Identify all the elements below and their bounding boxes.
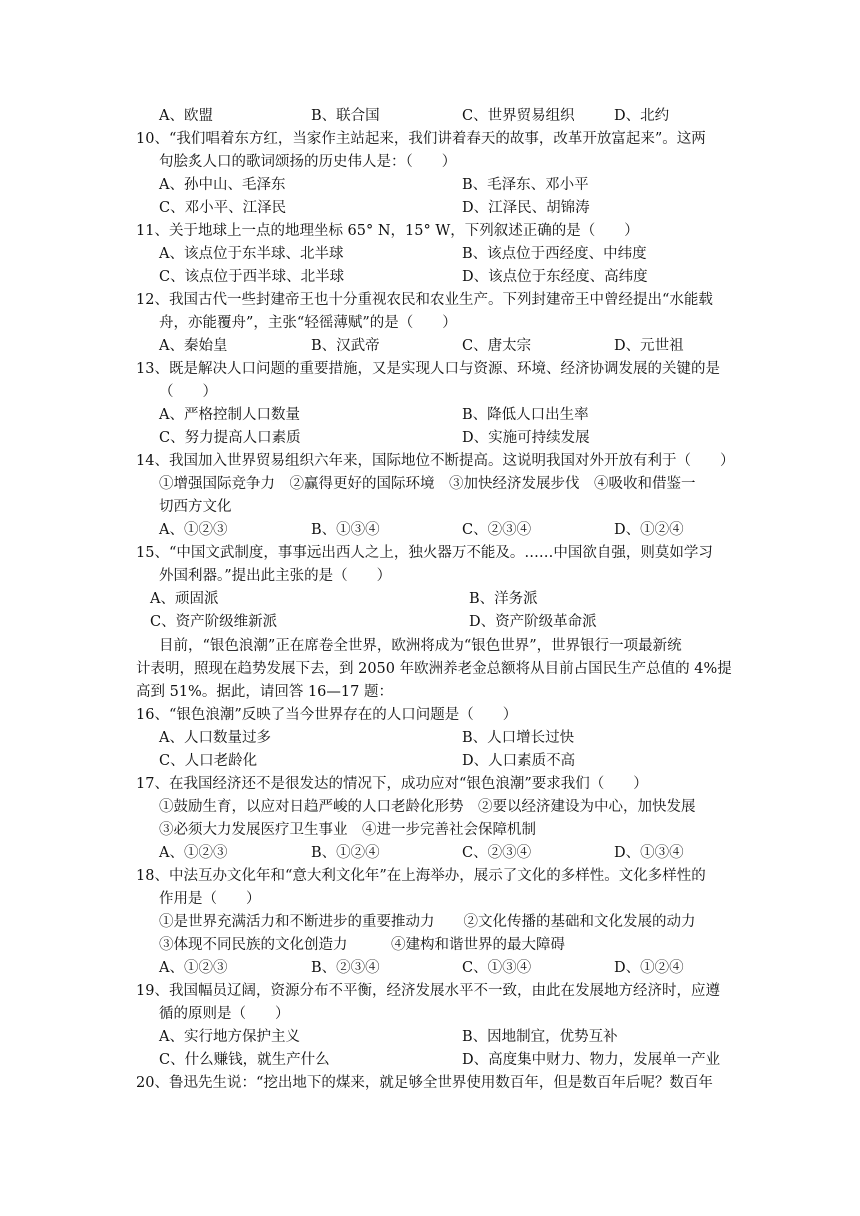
- q19-option-b: B、因地制宜，优势互补: [462, 1029, 618, 1045]
- q16-option-a: A、人口数量过多: [159, 730, 271, 746]
- q11-option-a: A、该点位于东半球、北半球: [159, 246, 344, 262]
- q15-option-a: A、顽固派: [150, 591, 219, 607]
- q14-option-c: C、②③④: [462, 522, 532, 538]
- q19-option-d: D、高度集中财力、物力，发展单一产业: [462, 1052, 721, 1068]
- q13-option-a: A、严格控制人口数量: [159, 407, 300, 423]
- q12-option-c: C、唐太宗: [462, 338, 532, 354]
- q12-option-b: B、汉武帝: [311, 338, 380, 354]
- q11-option-c: C、该点位于西半球、北半球: [159, 269, 345, 285]
- q11-option-b: B、该点位于西经度、中纬度: [462, 246, 647, 262]
- q18-option-d: D、①②④: [614, 960, 684, 976]
- q14-option-a: A、①②③: [159, 522, 228, 538]
- q13-option-c: C、努力提高人口素质: [159, 430, 301, 446]
- q17-option-c: C、②③④: [462, 845, 532, 861]
- q13-option-b: B、降低人口出生率: [462, 407, 589, 423]
- q16-option-c: C、人口老龄化: [159, 753, 258, 769]
- q11-option-d: D、该点位于东经度、高纬度: [462, 269, 648, 285]
- q19-option-c: C、什么赚钱，就生产什么: [159, 1052, 330, 1068]
- q10-option-a: A、孙中山、毛泽东: [159, 177, 286, 193]
- q18-option-a: A、①②③: [159, 960, 228, 976]
- q9-option-b: B、联合国: [311, 108, 380, 124]
- q18-option-c: C、①③④: [462, 960, 532, 976]
- q18-option-b: B、②③④: [311, 960, 380, 976]
- q17-option-a: A、①②③: [159, 845, 228, 861]
- q15-option-b: B、洋务派: [469, 591, 538, 607]
- q15-option-d: D、资产阶级革命派: [469, 614, 597, 630]
- q12-option-d: D、元世祖: [614, 338, 684, 354]
- q12-option-a: A、秦始皇: [159, 338, 228, 354]
- q17-option-d: D、①③④: [614, 845, 684, 861]
- q9-option-a: A、欧盟: [159, 108, 213, 124]
- q9-option-c: C、世界贸易组织: [462, 108, 575, 124]
- q14-option-b: B、①③④: [311, 522, 380, 538]
- exam-page: A、欧盟 B、联合国 C、世界贸易组织 D、北约 10、“我们唱着东方红，当家作主站起来，我们讲着春天的故事，改革开放富起来”。这两 句脍炙人口的歌词颂扬的历史伟人是：（ ） A、孙中山、毛泽东 B、毛泽东、邓小平 C、邓小平、江泽民 D、江泽民、胡锦涛 11、关于地球上一点的地理坐标 65° N，15° W，下列叙述正确的是（ ） A、该点位于东半球、北半球 B、该点位于西经度、中纬度 C、该点位于西半球、北半球 D、该点位于东经度、高纬度 12、我国古代一些封建帝王也十分重视农民和农业生产。下列封建帝王中曾经提出“水能载 舟，亦能覆舟”，主张“轻徭薄赋”的是（ ） A、秦始皇 B、汉武帝 C、唐太宗 D、元世祖 13、既是解决人口问题的重要措施，又是实现人口与资源、环境、经济协调发展的关键的是 （ ） A、严格控制人口数量 B、降低人口出生率 C、努力提高人口素质 D、实施可持续发展 14、我国加入世界贸易组织六年来，国际地位不断提高。这说明我国对外开放有利于（ ） ①增强国际竞争力 ②赢得更好的国际环境 ③加快经济发展步伐 ④吸收和借鉴一 切西方文化 A、①②③ B、①③④ C、②③④ D、①②④ 15、“中国文武制度，事事远出西人之上，独火器万不能及。……中国欲自强，则莫如学习 外国利器。”提出此主张的是（ ） A、顽固派 B、洋务派 C、资产阶级维新派 D、资产阶级革命派 目前，“银色浪潮”正在席卷全世界，欧洲将成为“银色世界”，世界银行一项最新统 计表明，照现在趋势发展下去，到 2050 年欧洲养老金总额将从目前占国民生产总值的 4%提 高到 51%。据此，请回答 16—17 题： 16、“银色浪潮”反映了当今世界存在的人口问题是（ ） A、人口数量过多 B、人口增长过快 C、人口老龄化 D、人口素质不高 17、在我国经济还不是很发达的情况下，成功应对“银色浪潮”要求我们（ ） ①鼓励生育，以应对日趋严峻的人口老龄化形势 ②要以经济建设为中心，加快发展 ③必须大力发展医疗卫生事业 ④进一步完善社会保障机制 A、①②③ B、①②④ C、②③④ D、①③④ 18、中法互办文化年和“意大利文化年”在上海举办，展示了文化的多样性。文化多样性的 作用是（ ） ①是世界充满活力和不断进步的重要推动力 ②文化传播的基础和文化发展的动力 ③体现不同民族的文化创造力 ④建构和谐世界的最大障碍 A、①②③ B、②③④ C、①③④ D、①②④ 19、我国幅员辽阔，资源分布不平衡，经济发展水平不一致，由此在发展地方经济时，应遵 循的原则是（ ） A、实行地方保护主义 B、因地制宜，优势互补 C、什么赚钱，就生产什么 D、高度集中财力、物力，发展单一产业 20、鲁迅先生说：“挖出地下的煤来，就足够全世界使用数百年，但是数百年后呢？数百年: [0, 0, 860, 1216]
- q16-option-d: D、人口素质不高: [462, 753, 576, 769]
- q16-option-b: B、人口增长过快: [462, 730, 575, 746]
- q15-option-c: C、资产阶级维新派: [150, 614, 278, 630]
- q17-option-b: B、①②④: [311, 845, 380, 861]
- q10-option-d: D、江泽民、胡锦涛: [462, 200, 590, 216]
- q14-option-d: D、①②④: [614, 522, 684, 538]
- q10-option-b: B、毛泽东、邓小平: [462, 177, 589, 193]
- q10-option-c: C、邓小平、江泽民: [159, 200, 287, 216]
- q9-option-d: D、北约: [614, 108, 670, 124]
- q19-option-a: A、实行地方保护主义: [159, 1029, 300, 1045]
- q13-option-d: D、实施可持续发展: [462, 430, 590, 446]
